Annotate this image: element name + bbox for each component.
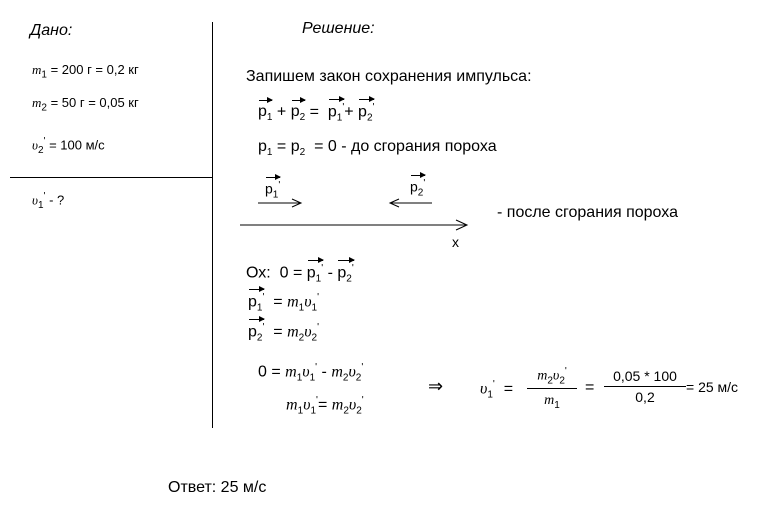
fraction-numeric-denominator: 0,2 (635, 389, 655, 405)
p2-prime-def: $p_2' = m_2\upsilon_2'$ (248, 322, 320, 344)
fraction-symbolic (527, 366, 577, 411)
solution-heading: Решение: (302, 20, 375, 37)
given-unknown: $\upsilon_1'$ - ? (32, 191, 65, 211)
implies-arrow: ⇒ (428, 376, 444, 396)
ox-label: Ох: (246, 264, 271, 282)
ox-projection: Ох: $0 = p_1' - p_2'$ (246, 263, 354, 285)
given-v2: $\upsilon_2' = 100$ м/с (32, 136, 105, 156)
final-result: = 25 м/с (686, 379, 739, 395)
given-m2: $m_2 = 50$ г = 0,05 кг (32, 95, 139, 114)
fraction-numeric-numerator: 0,05 * 100 (613, 368, 677, 384)
given-m1: $m_1 = 200$ г = 0,2 кг (32, 62, 139, 81)
vector-p2-prime-label: $p_2'$ (410, 178, 426, 199)
p1-prime-def: $p_1' = m_1\upsilon_1'$ (248, 292, 320, 314)
scalar-equation-rearranged: $m_1\upsilon_1'= m_2\upsilon_2'$ (286, 395, 364, 417)
final-v1: $\upsilon_1'$ = (480, 379, 514, 401)
fraction-symbolic-denominator: $m_1$ (544, 393, 560, 412)
given-unknown-mark: - ? (45, 192, 65, 208)
answer: Ответ: 25 м/с (168, 479, 267, 496)
scalar-equation: $0 = m_1\upsilon_1' - m_2\upsilon_2'$ (258, 362, 364, 384)
fraction-symbolic-numerator: $m_2\upsilon_2'$ (537, 366, 567, 387)
axis-label: x (452, 234, 459, 250)
momentum-before: $p_1 = p_2 = 0$ - до сгорания пороха (258, 138, 497, 159)
before-note: - до сгорания пороха (341, 138, 497, 155)
given-v2-value: = 100 м/с (45, 137, 105, 153)
equals-sign: = (585, 379, 595, 396)
given-m2-value: = 50 г = 0,05 кг (46, 95, 139, 110)
momentum-vector-equation: $p_1 + p_2 = p_1'+ p_2'$ (258, 102, 375, 124)
fraction-numeric (604, 368, 686, 405)
given-m1-value: = 200 г = 0,2 кг (46, 62, 139, 77)
after-note: - после сгорания пороха (497, 204, 678, 221)
given-heading: Дано: (30, 22, 73, 39)
vector-p1-prime-label: $p_1'$ (265, 180, 281, 201)
law-statement: Запишем закон сохранения импульса: (246, 68, 532, 85)
